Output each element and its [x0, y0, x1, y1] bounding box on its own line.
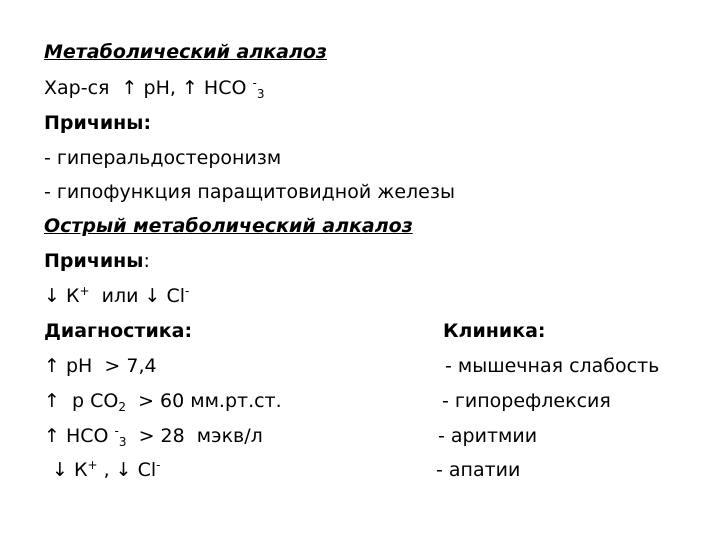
or-text: или [101, 285, 139, 307]
clinic-item: - апатии [436, 459, 521, 481]
ph-text: pH, [143, 77, 176, 99]
characteristic-line [44, 76, 264, 100]
clinic-item: - гипорефлексия [442, 390, 611, 412]
up-arrow-icon: ↑ [121, 77, 138, 99]
causes-label: Причины: [44, 112, 152, 134]
up-arrow-icon: ↑ [44, 355, 60, 377]
hco3-charge: - [114, 424, 119, 438]
down-arrow-icon: ↓ [115, 459, 132, 481]
hco3-subscript: 3 [118, 435, 127, 449]
diag-co2-line [44, 389, 282, 413]
charge-sup: - [252, 76, 257, 90]
separator: , [97, 459, 116, 481]
characteristic-prefix: Хар-ся [44, 77, 110, 99]
cause-item: - гипофункция паращитовидной железы [44, 181, 455, 203]
subscript-3: 3 [256, 87, 265, 101]
diag-ph-text: pH > 7,4 [65, 355, 157, 377]
down-arrow-icon: ↓ [144, 285, 161, 307]
bicarbonate-text: НСО [203, 77, 247, 99]
causes-label-2 [44, 249, 150, 273]
cause-item: - гиперальдостеронизм [44, 147, 282, 169]
potassium-text: К [65, 285, 80, 307]
potassium-charge: + [87, 458, 98, 472]
up-arrow-icon: ↑ [44, 425, 60, 447]
down-arrow-icon: ↓ [44, 285, 60, 307]
diag-hco3-line [44, 424, 263, 448]
down-arrow-icon: ↓ [52, 459, 68, 481]
header-metabolic-alkalosis: Метаболический алкалоз [44, 41, 327, 63]
potassium-text: К [73, 459, 88, 481]
co2-value: > 60 мм.рт.ст. [125, 390, 282, 412]
causes-label-text: Причины [44, 250, 144, 272]
diagnostics-label: Диагностика: [44, 320, 193, 342]
chloride-text: Cl [137, 459, 157, 481]
chloride-text: Cl [166, 285, 186, 307]
causes-colon: : [143, 250, 150, 272]
potassium-chloride-line [44, 284, 189, 308]
diag-kcl-line [52, 458, 161, 482]
co2-text: p CO [72, 390, 119, 412]
up-arrow-icon: ↑ [44, 390, 60, 412]
co2-subscript: 2 [118, 400, 126, 414]
chloride-charge: - [185, 284, 190, 298]
header-acute-alkalosis: Острый метаболический алкалоз [44, 215, 413, 237]
up-arrow-icon: ↑ [181, 77, 198, 99]
clinic-item: - мышечная слабость [445, 355, 660, 377]
potassium-charge: + [79, 284, 90, 298]
hco3-value: > 28 мэкв/л [126, 425, 263, 447]
hco3-text: НСО [65, 425, 115, 447]
clinic-label: Клиника: [443, 320, 546, 342]
clinic-item: - аритмии [438, 425, 538, 447]
diag-ph-line [44, 354, 157, 378]
chloride-charge: - [156, 458, 161, 472]
